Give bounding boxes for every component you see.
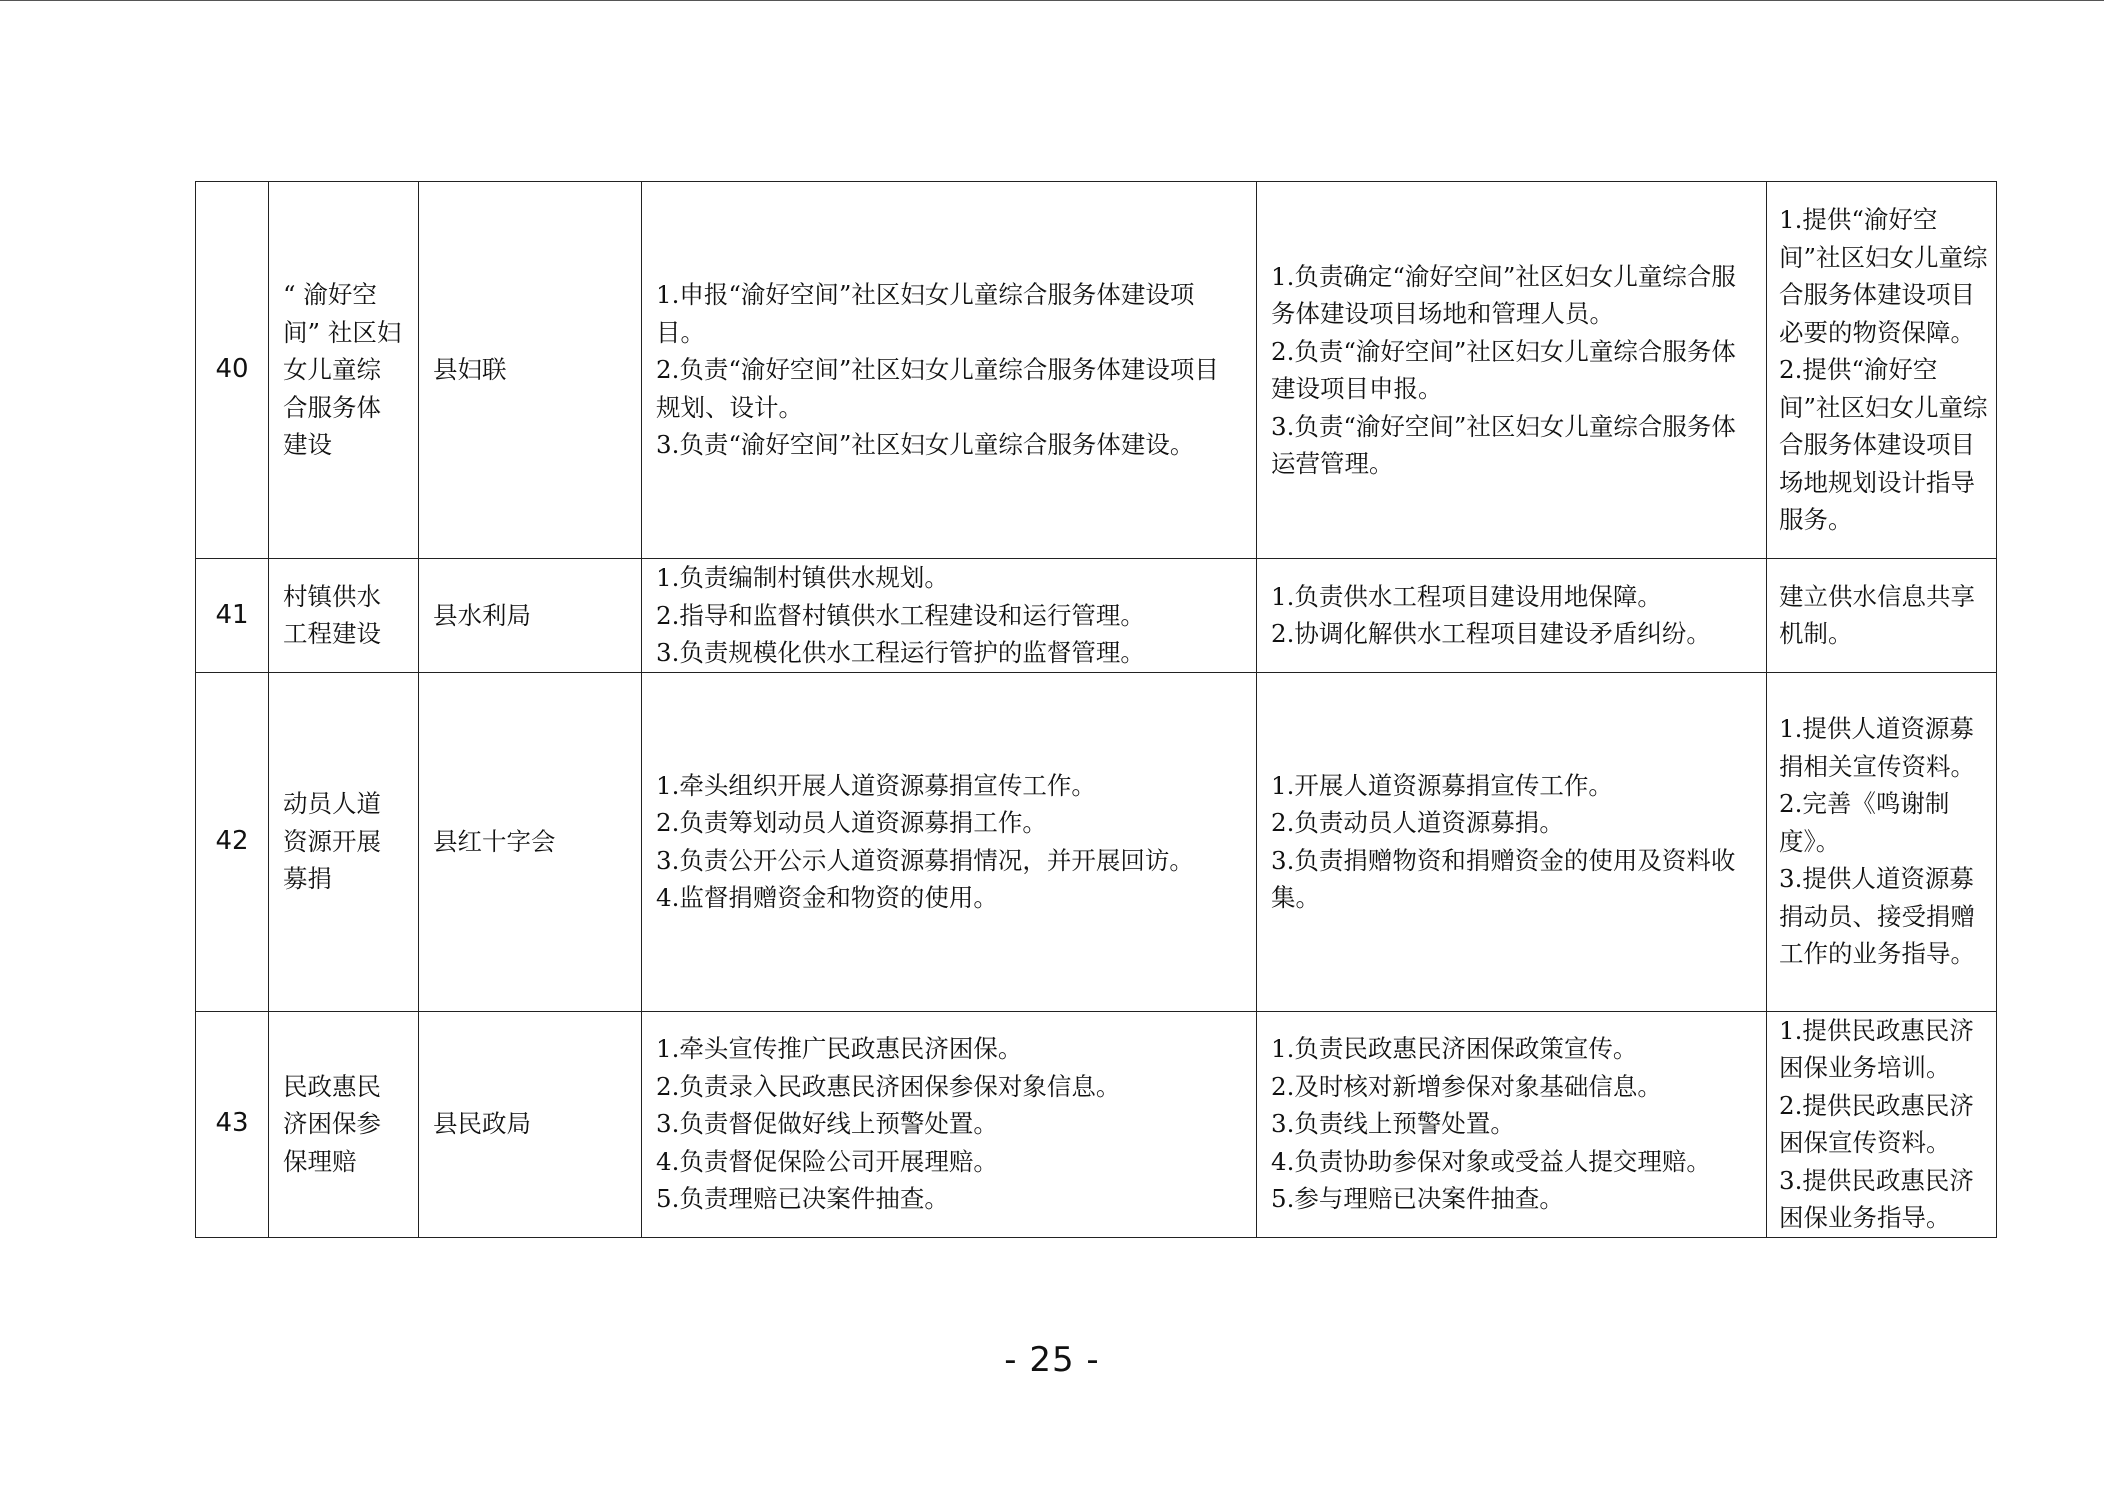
duty-line: 3.负责“渝好空间”社区妇女儿童综合服务体建设。 — [656, 430, 1195, 460]
page-number: - 25 - — [1004, 1340, 1100, 1380]
lead-department: 县红十字会 — [419, 672, 642, 1011]
town-duties — [1257, 672, 1767, 1011]
support-line: 2.提供民政惠民济困保宣传资料。 — [1779, 1090, 1974, 1157]
item-number: 43 — [196, 1011, 269, 1237]
duty-line: 3.负责捐赠物资和捐赠资金的使用及资料收集。 — [1271, 845, 1736, 912]
lead-department: 县水利局 — [419, 559, 642, 673]
support-measures — [1767, 559, 1997, 673]
duty-line: 4.负责督促保险公司开展理赔。 — [656, 1146, 998, 1176]
duty-line: 2.协调化解供水工程项目建设矛盾纠纷。 — [1271, 619, 1711, 649]
support-measures — [1767, 1011, 1997, 1237]
duty-line: 5.负责理赔已决案件抽查。 — [656, 1184, 949, 1214]
duty-line: 3.负责公开公示人道资源募捐情况，并开展回访。 — [656, 845, 1194, 875]
duty-line: 1.负责供水工程项目建设用地保障。 — [1271, 581, 1662, 611]
support-line: 3.提供人道资源募捐动员、接受捐赠工作的业务指导。 — [1779, 864, 1975, 969]
duty-line: 3.负责线上预警处置。 — [1271, 1109, 1515, 1139]
support-measures — [1767, 672, 1997, 1011]
duty-line: 2.负责动员人道资源募捐。 — [1271, 808, 1564, 837]
support-line: 1.提供民政惠民济困保业务培训。 — [1779, 1015, 1974, 1082]
county-duties — [642, 672, 1257, 1011]
duty-line: 2.指导和监督村镇供水工程建设和运行管理。 — [656, 600, 1145, 630]
duty-line: 3.负责规模化供水工程运行管护的监督管理。 — [656, 638, 1145, 667]
support-measures — [1767, 182, 1997, 559]
support-line: 3.提供民政惠民济困保业务指导。 — [1779, 1165, 1974, 1232]
town-duties — [1257, 559, 1767, 673]
item-name: 动员人道资源开展募捐 — [269, 672, 419, 1011]
support-line: 1.提供人道资源募捐相关宣传资料。 — [1779, 714, 1975, 781]
duty-line: 3.负责“渝好空间”社区妇女儿童综合服务体运营管理。 — [1271, 411, 1736, 478]
support-line: 2.完善《鸣谢制度》。 — [1779, 789, 1950, 856]
duty-line: 2.负责筹划动员人道资源募捐工作。 — [656, 808, 1047, 837]
duty-line: 2.及时核对新增参保对象基础信息。 — [1271, 1071, 1662, 1101]
top-border-line — [0, 0, 2104, 1]
town-duties — [1257, 182, 1767, 559]
duty-line: 1.牵头宣传推广民政惠民济困保。 — [656, 1034, 1023, 1064]
duty-line: 3.负责督促做好线上预警处置。 — [656, 1109, 998, 1139]
duty-line: 1.牵头组织开展人道资源募捐宣传工作。 — [656, 770, 1096, 800]
duty-line: 1.申报“渝好空间”社区妇女儿童综合服务体建设项目。 — [656, 280, 1195, 347]
duty-line: 2.负责录入民政惠民济困保参保对象信息。 — [656, 1071, 1121, 1101]
support-line: 建立供水信息共享机制。 — [1779, 581, 1975, 649]
duty-line: 1.开展人道资源募捐宣传工作。 — [1271, 770, 1613, 800]
item-number: 41 — [196, 559, 269, 673]
county-duties — [642, 559, 1257, 673]
table-row — [196, 672, 1997, 1011]
table-row — [196, 182, 1997, 559]
duty-line: 1.负责民政惠民济困保政策宣传。 — [1271, 1034, 1638, 1064]
duty-line: 1.负责编制村镇供水规划。 — [656, 563, 949, 592]
item-number: 42 — [196, 672, 269, 1011]
table-row — [196, 1011, 1997, 1237]
lead-department: 县妇联 — [419, 182, 642, 559]
item-number: 40 — [196, 182, 269, 559]
duty-table — [195, 181, 1997, 1238]
duty-line: 5.参与理赔已决案件抽查。 — [1271, 1184, 1564, 1214]
item-name: 民政惠民济困保参保理赔 — [269, 1011, 419, 1237]
duty-line: 2.负责“渝好空间”社区妇女儿童综合服务体建设项目规划、设计。 — [656, 355, 1219, 422]
town-duties — [1257, 1011, 1767, 1237]
support-line: 1.提供“渝好空间”社区妇女儿童综合服务体建设项目必要的物资保障。 — [1779, 205, 1988, 347]
duty-line: 2.负责“渝好空间”社区妇女儿童综合服务体建设项目申报。 — [1271, 336, 1736, 403]
lead-department: 县民政局 — [419, 1011, 642, 1237]
duty-line: 1.负责确定“渝好空间”社区妇女儿童综合服务体建设项目场地和管理人员。 — [1271, 261, 1736, 328]
duty-line: 4.负责协助参保对象或受益人提交理赔。 — [1271, 1146, 1711, 1176]
table-row — [196, 559, 1997, 673]
item-name: “ 渝好空间” 社区妇女儿童综合服务体建设 — [269, 182, 419, 559]
item-name: 村镇供水工程建设 — [269, 559, 419, 673]
support-line: 2.提供“渝好空间”社区妇女儿童综合服务体建设项目场地规划设计指导服务。 — [1779, 355, 1988, 535]
county-duties — [642, 182, 1257, 559]
county-duties — [642, 1011, 1257, 1237]
duty-line: 4.监督捐赠资金和物资的使用。 — [656, 883, 998, 912]
